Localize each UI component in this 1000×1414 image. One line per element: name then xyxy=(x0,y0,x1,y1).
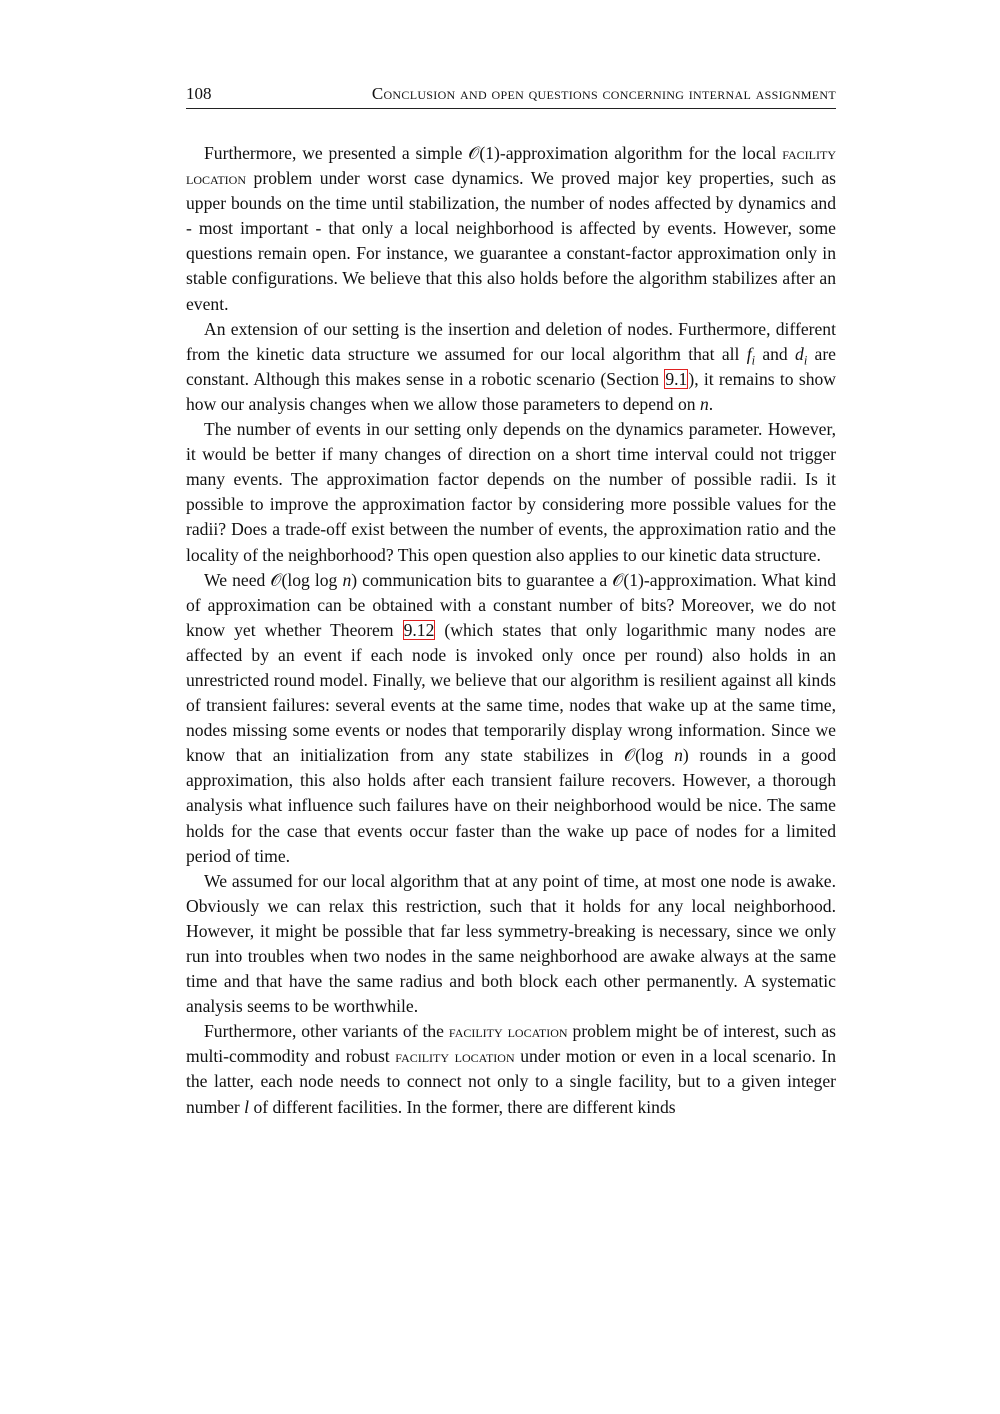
text-run: (which states that only logarithmic many nodes are affected by an event if each node is invoked only once per round) also holds in an unrestricted round model. Finally, we believe that our algorithm is resilient against all kinds of transient failures: several events at the same time, nodes that wake up at the same time, nodes missing some events or nodes that temporarily display wrong information. Since we know that an initialization from any state stabilizes in xyxy=(186,619,836,766)
small-caps-term: facility location xyxy=(448,1021,568,1042)
text-run: of different facilities. In the former, there are different kinds xyxy=(249,1096,676,1117)
math-var: f xyxy=(746,343,752,364)
math-var: l xyxy=(244,1096,250,1117)
main-text xyxy=(186,141,836,1120)
theorem-reference-link[interactable]: 9.12 xyxy=(403,619,435,640)
math-var: n xyxy=(342,569,352,590)
running-header xyxy=(186,84,836,109)
math: 𝒪(1) xyxy=(612,569,644,590)
text-run: -approximation algorithm for the local xyxy=(499,143,783,163)
math-var: n xyxy=(674,745,683,766)
math: 𝒪(log log xyxy=(270,569,343,590)
running-title: Conclusion and open questions concerning internal assignment xyxy=(371,84,836,103)
text-run: ), it remains to show how our analysis changes when we allow those parameters to depend on xyxy=(186,368,837,414)
text-run: We need xyxy=(204,569,271,590)
math-var: d xyxy=(795,343,804,364)
math-var: n xyxy=(699,393,709,414)
section-reference-link[interactable]: 9.1 xyxy=(665,368,688,389)
math-subscript: i xyxy=(751,353,756,368)
text-run: are constant. Although this makes sense in a robotic scenario (Section xyxy=(186,343,836,389)
text-run: under motion or even in a local scenario. In the latter, each node needs to connect not only to a single facility, but to a given integer number xyxy=(186,1046,837,1117)
text-run: Furthermore, other variants of the xyxy=(204,1021,449,1042)
small-caps-term: facility location xyxy=(395,1046,515,1067)
text-run: communication bits to guarantee a xyxy=(357,569,613,590)
math-subscript: i xyxy=(803,353,808,368)
text-run: Furthermore, we presented a simple xyxy=(204,143,469,163)
text-run: problem under worst case dynamics. We proved major key properties, such as upper bounds on the time until stabilization, the number of nodes affected by dynamics and - most important - that only a local neighborhood is affected by events. However, some questions remain open. For instance, we guarantee a constant-factor approximation only in stable configurations. We believe that this also holds before the algorithm stabilizes after an event. xyxy=(186,168,836,314)
paragraph-2 xyxy=(186,317,836,417)
text-run: and xyxy=(755,343,796,364)
paragraph-3: The number of events in our setting only depends on the dynamics parameter. However, it would be better if many changes of direction on a short time interval could not trigger many events. The approximation factor depends on the number of possible radii. Is it possible to improve the approximation factor by considering more possible values for the radii? Does a trade-off exist between the number of events, the approximation ratio and the locality of the neighborhood? This open question also applies to our kinetic data structure. xyxy=(186,419,836,565)
text-run: problem might be of interest, such as multi-commodity and robust xyxy=(186,1021,837,1067)
math: ) xyxy=(682,745,689,766)
paragraph-5: We assumed for our local algorithm that at any point of time, at most one node is awake. Obviously we can relax this restriction, such that it holds for any local neighborhood. However, it might be possible that far less symmetry-breaking is necessary, since we only run into troubles when two nodes in the same neighborhood are awake always at the same time and that have the same radius and both block each other permanently. A systematic analysis seems to be worthwhile. xyxy=(186,870,836,1017)
text-run: rounds in a good approximation, this also holds after each transient failure recovers. However, a thorough analysis what influence such failures have on their neighborhood would be nice. The same holds for the case that events occur faster than the wake up pace of nodes for a limited period of time. xyxy=(186,745,837,866)
math: ) xyxy=(351,569,358,590)
math: 𝒪(1) xyxy=(468,143,500,163)
math: 𝒪(log xyxy=(624,745,675,766)
text-run: -approximation. What kind of approximation can be obtained with a constant number of bits? Moreover, we do not know yet whether Theorem xyxy=(186,569,836,640)
small-caps-term: facility location xyxy=(186,143,836,189)
paragraph-1 xyxy=(186,141,836,317)
text-run: . xyxy=(708,393,714,414)
page-number: 108 xyxy=(186,84,212,103)
paragraph-4 xyxy=(186,568,836,869)
text-run: An extension of our setting is the insertion and deletion of nodes. Furthermore, different from the kinetic data structure we assumed for our local algorithm that all xyxy=(186,318,836,364)
paragraph-6 xyxy=(186,1019,836,1119)
